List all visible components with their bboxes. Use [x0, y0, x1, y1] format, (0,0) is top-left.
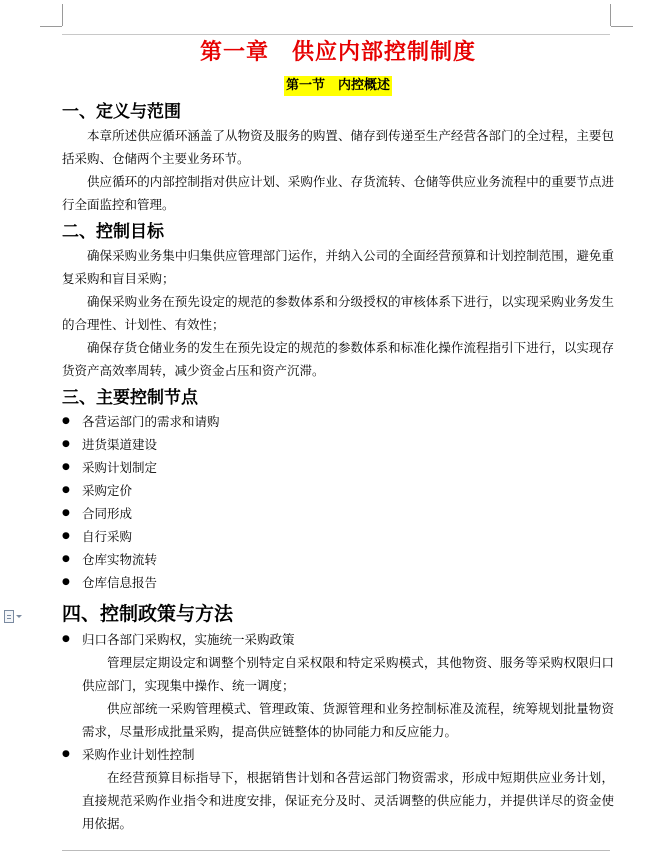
bottom-margin-rule — [62, 850, 610, 851]
crop-mark-top-right-v — [610, 4, 611, 26]
paragraph: 供应部统一采购管理模式、管理政策、货源管理和业务控制标准及流程，统筹规划批量物资需求，尽量形成批量采购，提高供应链整体的协同能力和反应能力。 — [82, 701, 614, 739]
paragraph: 确保采购业务集中归集供应管理部门运作，并纳入公司的全面经营预算和计划控制范围，避免重复采购和盲目采购； — [62, 248, 614, 286]
list-item: ● 自行采购 — [62, 525, 614, 548]
list-item: ● 合同形成 — [62, 502, 614, 525]
section-title: 第一节 内控概述 — [284, 76, 392, 96]
crop-mark-top-right-h — [611, 26, 633, 27]
list-item: ● 进货渠道建设 — [62, 433, 614, 456]
paragraph: 确保存货仓储业务的发生在预先设定的规范的参数体系和标准化操作流程指引下进行，以实现存货资产高效率周转，减少资金占压和资产沉滞。 — [62, 340, 614, 378]
section-title-wrap — [62, 74, 614, 96]
document-body[interactable] — [62, 38, 614, 835]
heading-control-policies: 四、控制政策与方法 — [62, 603, 234, 625]
gutter-document-menu[interactable] — [4, 608, 26, 624]
list-item: ● 归口各部门采购权，实施统一采购政策 — [62, 628, 614, 651]
policy-list-2 — [62, 743, 614, 766]
control-nodes-list — [62, 410, 614, 594]
heading-key-control-nodes: 三、主要控制节点 — [62, 388, 198, 408]
heading-control-objectives: 二、控制目标 — [62, 222, 164, 242]
heading-definition-scope: 一、定义与范围 — [62, 102, 181, 122]
crop-mark-top-left-h — [40, 26, 62, 27]
list-item: ● 采购定价 — [62, 479, 614, 502]
paragraph: 供应循环的内部控制指对供应计划、采购作业、存货流转、仓储等供应业务流程中的重要节点进行全面监控和管理。 — [62, 174, 614, 212]
list-item: ● 仓库信息报告 — [62, 571, 614, 594]
policy-list-1 — [62, 628, 614, 651]
chapter-title: 第一章 供应内部控制制度 — [199, 40, 476, 65]
paragraph: 确保采购业务在预先设定的规范的参数体系和分级授权的审核体系下进行，以实现采购业务发生的合理性、计划性、有效性； — [62, 294, 614, 332]
paragraph: 本章所述供应循环涵盖了从物资及服务的购置、储存到传递至生产经营各部门的全过程，主要包括采购、仓储两个主要业务环节。 — [62, 128, 614, 166]
list-item: ● 采购作业计划性控制 — [62, 743, 614, 766]
paragraph: 在经营预算目标指导下，根据销售计划和各营运部门物资需求，形成中短期供应业务计划，直接规范采购作业指令和进度安排，保证充分及时、灵活调整的供应能力，并提供详尽的资金使用依据。 — [82, 770, 614, 831]
paragraph: 管理层定期设定和调整个别特定自采权限和特定采购模式，其他物资、服务等采购权限归口供应部门，实现集中操作、统一调度； — [82, 655, 614, 693]
document-icon — [4, 610, 14, 623]
chevron-down-icon — [16, 615, 22, 618]
list-item: ● 仓库实物流转 — [62, 548, 614, 571]
crop-mark-top-left-v — [62, 4, 63, 26]
list-item: ● 采购计划制定 — [62, 456, 614, 479]
list-item: ● 各营运部门的需求和请购 — [62, 410, 614, 433]
top-margin-rule — [62, 34, 610, 35]
